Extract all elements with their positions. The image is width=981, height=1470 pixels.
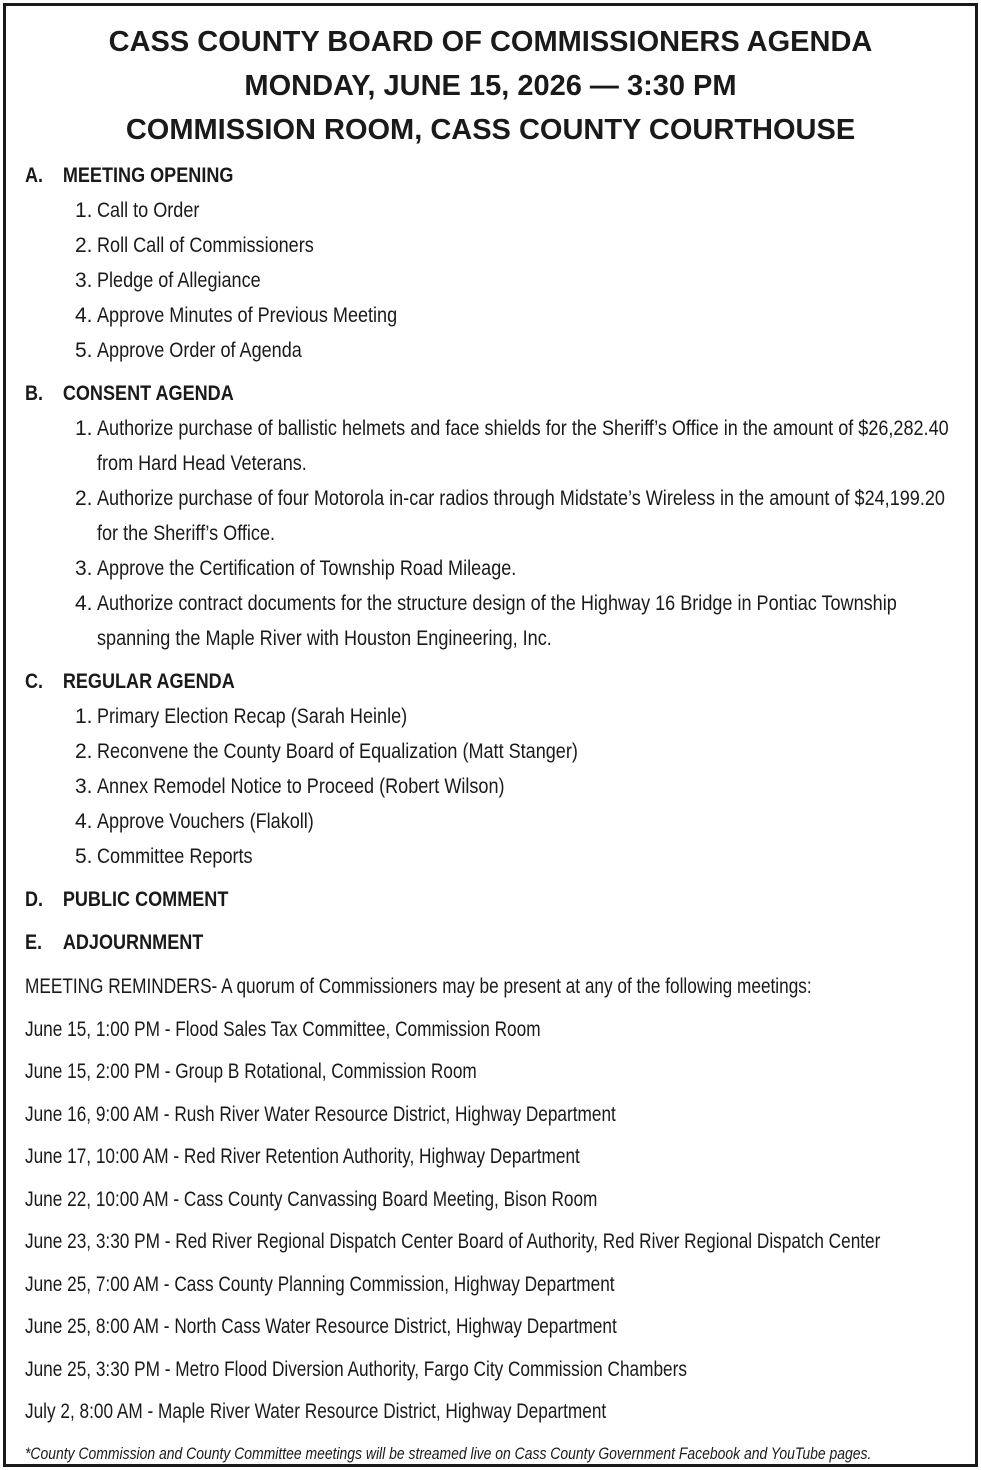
item-number-cell [25,481,97,551]
item-number-cell [25,193,97,228]
item-text-cell [97,333,967,368]
item-number: 3. [75,269,93,292]
item-number-cell [25,411,97,481]
agenda-section [25,656,967,874]
item-number: 4. [75,304,93,327]
agenda-body [6,158,975,1468]
section-spacer [25,656,967,664]
item-number: 1. [75,199,93,222]
agenda-item [25,839,967,874]
item-number: 3. [75,775,93,798]
section-heading [25,376,835,411]
item-text: Pledge of Allegiance [97,269,261,292]
agenda-item [25,551,967,586]
section-letter: C. [25,670,44,693]
section-title: REGULAR AGENDA [62,670,235,693]
item-number: 5. [75,845,93,868]
reminder-item: June 17, 10:00 AM - Red River Retention Authority, Highway Department [25,1145,580,1168]
agenda-section [25,368,967,656]
item-number: 4. [75,592,93,615]
item-number-cell [25,734,97,769]
item-text: Roll Call of Commissioners [97,234,314,257]
item-number: 1. [75,417,93,440]
item-number-cell [25,839,97,874]
reminder-item: June 15, 1:00 PM - Flood Sales Tax Committee, Commission Room [25,1017,541,1041]
item-text: Authorize purchase of ballistic helmets and face shields for the Sheriff’s Office in the amount of $26,282.40 from Hard Head Veterans. [97,417,949,475]
item-number-cell [25,333,97,368]
item-text-cell [97,769,967,804]
reminders-list [25,1009,967,1434]
section-spacer [25,917,967,925]
item-text-cell [97,298,967,333]
item-number-cell [25,228,97,263]
agenda-item [25,263,967,298]
item-text: Reconvene the County Board of Equalization (Matt Stanger) [97,740,578,763]
section-heading [25,882,835,917]
section-heading [25,158,835,193]
item-number-cell [25,551,97,586]
section-letter: E. [25,931,43,954]
reminder-item: June 25, 3:30 PM - Metro Flood Diversion Authority, Fargo City Commission Chambers [25,1357,687,1381]
item-text-cell [97,193,967,228]
item-number-cell [25,586,97,656]
section-title: ADJOURNMENT [62,931,204,954]
item-number: 2. [75,740,93,763]
item-text-cell [97,586,967,656]
reminder-item: June 15, 2:00 PM - Group B Rotational, Commission Room [25,1060,477,1083]
item-number: 3. [75,557,93,580]
agenda-section [25,917,967,960]
item-number: 2. [75,234,93,257]
item-text: Approve the Certification of Township Road Mileage. [97,557,517,580]
item-text: Annex Remodel Notice to Proceed (Robert Wilson) [97,775,505,798]
section-letter: A. [25,164,44,187]
agenda-item [25,411,967,481]
item-text-cell [97,839,967,874]
item-text-cell [97,734,967,769]
agenda-header [6,20,975,152]
item-text-cell [97,228,967,263]
section-spacer [25,874,967,882]
reminder-item: June 25, 7:00 AM - Cass County Planning Commission, Highway Department [25,1272,615,1296]
agenda-section [25,874,967,917]
reminder-item: June 22, 10:00 AM - Cass County Canvassing Board Meeting, Bison Room [25,1187,598,1211]
item-number-cell [25,699,97,734]
section-title: CONSENT AGENDA [62,382,234,405]
section-spacer [25,368,967,376]
section-title: PUBLIC COMMENT [62,888,229,911]
section-letter: B. [25,382,44,405]
reminder-item: June 16, 9:00 AM - Rush River Water Resource District, Highway Department [25,1102,616,1126]
item-number: 2. [75,487,93,510]
item-text: Approve Minutes of Previous Meeting [97,304,398,327]
item-text: Approve Vouchers (Flakoll) [97,810,314,833]
section-letter: D. [25,888,44,911]
agenda-item [25,699,967,734]
section-heading [25,925,835,960]
item-number-cell [25,263,97,298]
item-text: Call to Order [97,199,200,222]
agenda-title: CASS COUNTY BOARD OF COMMISSIONERS AGENDA [108,26,873,58]
section-items [25,193,967,368]
item-text: Primary Election Recap (Sarah Heinle) [97,705,408,728]
item-text: Approve Order of Agenda [97,339,302,362]
section-title: MEETING OPENING [62,164,234,187]
agenda-item [25,586,967,656]
item-number-cell [25,769,97,804]
item-text: Committee Reports [97,845,253,868]
item-number-cell [25,298,97,333]
reminder-item: July 2, 8:00 AM - Maple River Water Resource District, Highway Department [25,1400,607,1423]
item-text-cell [97,699,967,734]
item-text-cell [97,481,967,551]
agenda-sections [25,158,967,966]
reminder-item: June 25, 8:00 AM - North Cass Water Resource District, Highway Department [25,1315,617,1338]
item-number: 4. [75,810,93,833]
item-number: 1. [75,705,93,728]
item-number-cell [25,804,97,839]
section-items [25,411,967,656]
agenda-item [25,228,967,263]
item-text-cell [97,551,967,586]
meeting-reminders [25,966,967,1434]
item-number: 5. [75,339,93,362]
agenda-item [25,804,967,839]
reminder-item: June 23, 3:30 PM - Red River Regional Dispatch Center Board of Authority, Red River Regional Dispatch Center [25,1230,881,1253]
agenda-item [25,193,967,228]
section-heading [25,664,835,699]
section-items [25,699,967,874]
item-text: Authorize purchase of four Motorola in-car radios through Midstate’s Wireless in the amount of $24,199.20 for the Sheriff’s Office. [97,487,945,545]
agenda-section [25,158,967,368]
streaming-footnote: *County Commission and County Committee meetings will be streamed live on Cass County Government Facebook and YouTube pages. [25,1443,872,1463]
agenda-item [25,481,967,551]
item-text-cell [97,411,967,481]
item-text: Authorize contract documents for the structure design of the Highway 16 Bridge in Pontiac Township spanning the Maple River with Houston Engineering, Inc. [97,592,897,650]
reminders-intro: MEETING REMINDERS- A quorum of Commissioners may be present at any of the following meetings: [25,975,812,998]
agenda-item [25,333,967,368]
item-text-cell [97,263,967,298]
meeting-date-time: MONDAY, JUNE 15, 2026 — 3:30 PM [244,70,737,102]
agenda-item [25,769,967,804]
agenda-page [3,3,978,1467]
meeting-location: COMMISSION ROOM, CASS COUNTY COURTHOUSE [125,114,856,146]
agenda-item [25,298,967,333]
agenda-item [25,734,967,769]
item-text-cell [97,804,967,839]
